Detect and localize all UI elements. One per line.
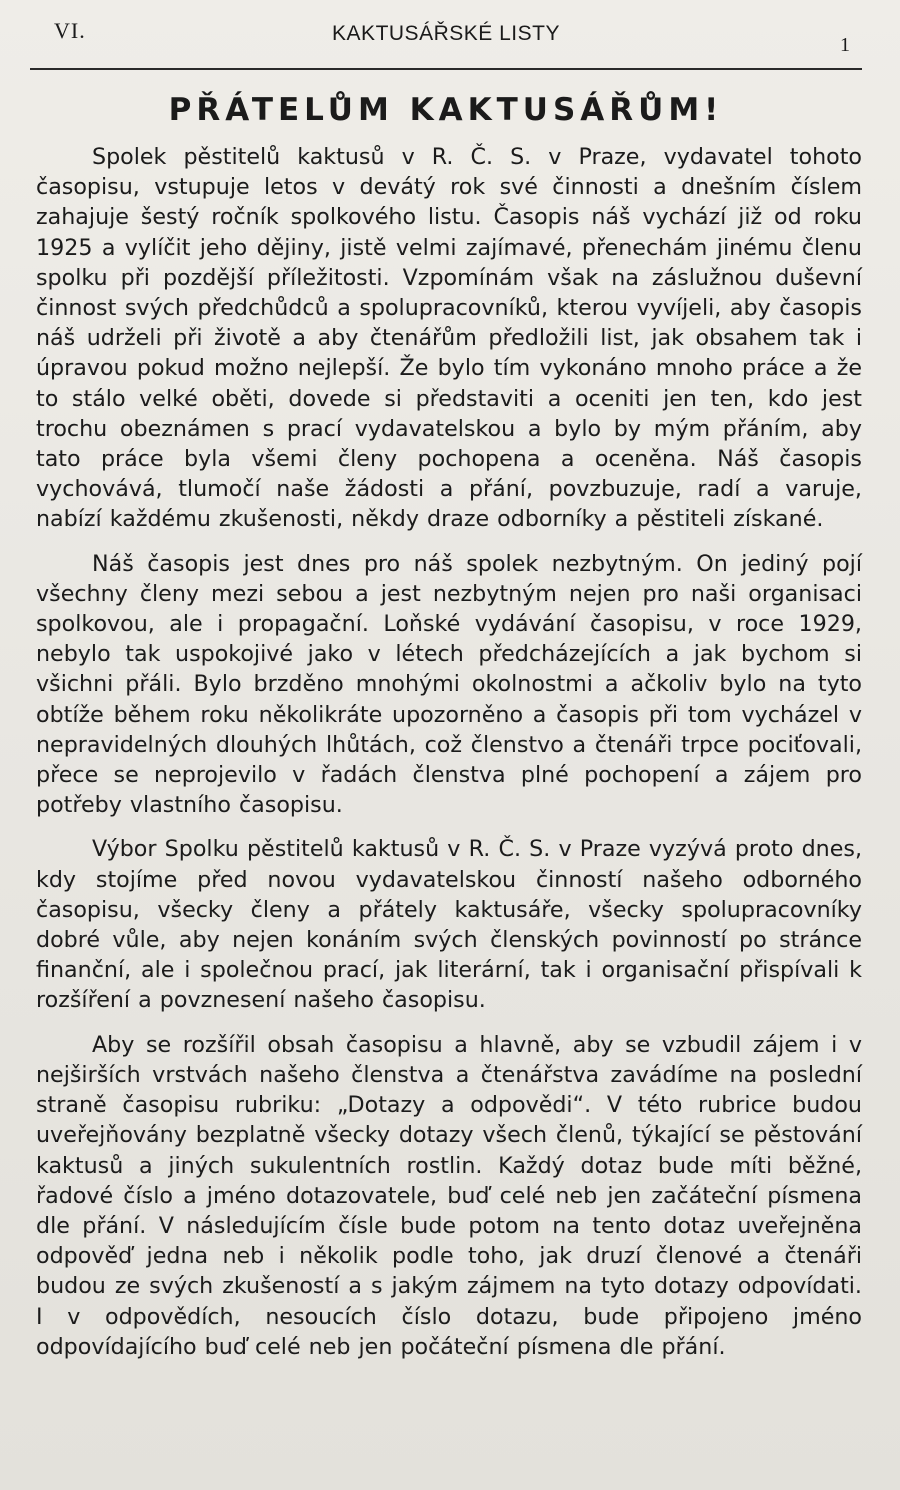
paragraph-1: Spolek pěstitelů kaktusů v R. Č. S. v Praze, vydavatel tohoto časopisu, vstupuje letos v devátý rok své činnosti a dnešním číslem zahajuje šestý ročník spolkového listu. Časopis náš vychází již od roku 1925 a vylíčit jeho dějiny, jistě velmi zajímavé, přenechám jinému členu spolku při pozdější příležitosti. Vzpomínám však na záslužnou duševní činnost svých předchůdců a spolupracovníků, kterou vyvíjeli, aby časopis náš udrželi při životě a aby čtenářům předložili list, jak obsahem tak i úpravou pokud možno nejlepší. Že bylo tím vykonáno mnoho práce a že to stálo velké oběti, dovede si představiti a oceniti jen ten, kdo jest trochu obeznámen s prací vydavatelskou a bylo by mým přáním, aby tato práce byla všemi členy pochopena a oceněna. Náš časopis vychovává, tlumočí naše žádosti a přání, povzbuzuje, radí a varuje, nabízí každému zkušenosti, někdy draze odborníky a pěstiteli získané. (36, 144, 862, 533)
paragraph-2: Náš časopis jest dnes pro náš spolek nezbytným. On jediný pojí všechny členy mezi sebou a jest nezbytným nejen pro naši organisaci spolkovou, ale i propagační. Loňské vydávání časopisu, v roce 1929, nebylo tak uspokojivé jako v létech předcházejících a jak bychom si všichni přáli. Bylo brzděno mnohými okolnostmi a ačkoliv bylo na tyto obtíže během roku několikráte upozorněno a časopis při tom vycházel v nepravidelných dlouhých lhůtách, což členstvo a čtenáři trpce pociťovali, přece se neprojevilo v řadách členstva plné pochopení a zájem pro potřeby vlastního časopisu. (36, 550, 862, 819)
volume-number: VI. (54, 18, 86, 43)
paragraph-3: Výbor Spolku pěstitelů kaktusů v R. Č. S. v Praze vyzývá proto dnes, kdy stojíme před novou vydavatelskou činností našeho odborného časopisu, všecky členy a přátely kaktusáře, všecky spolupracovníky dobré vůle, aby nejen konáním svých členských povinností po stránce finanční, ale i společnou prací, jak literární, tak i organisační přispívali k rozšíření a povznesení našeho časopisu. (36, 836, 862, 1014)
article-title: PŘÁTELŮM KAKTUSÁŘŮM! (168, 92, 724, 128)
journal-title: KAKTUSÁŘSKÉ LISTY (332, 22, 560, 45)
running-header (30, 0, 862, 70)
article-body (30, 142, 862, 1362)
page-number: 1 (840, 34, 850, 56)
paragraph-4: Aby se rozšířil obsah časopisu a hlavně, aby se vzbudil zájem i v nejširších vrstvách našeho členstva a čtenářstva zavádíme na poslední straně časopisu rubriku: „Dotazy a odpovědi“. V této rubrice budou uveřejňovány bezplatně všecky dotazy všech členů, týkající se pěstování kaktusů a jiných sukulentních rostlin. Každý dotaz bude míti běžné, řadové číslo a jméno dotazovatele, buď celé neb jen začáteční písmena dle přání. V následujícím čísle bude potom na tento dotaz uveřejněna odpověď jedna neb i několik podle toho, jak druzí členové a čtenáři budou ze svých zkušeností a s jakým zájmem na tyto dotazy odpovídati. I v odpovědích, nesoucích číslo dotazu, bude připojeno jméno odpovídajícího buď celé neb jen počáteční písmena dle přání. (36, 1031, 862, 1360)
